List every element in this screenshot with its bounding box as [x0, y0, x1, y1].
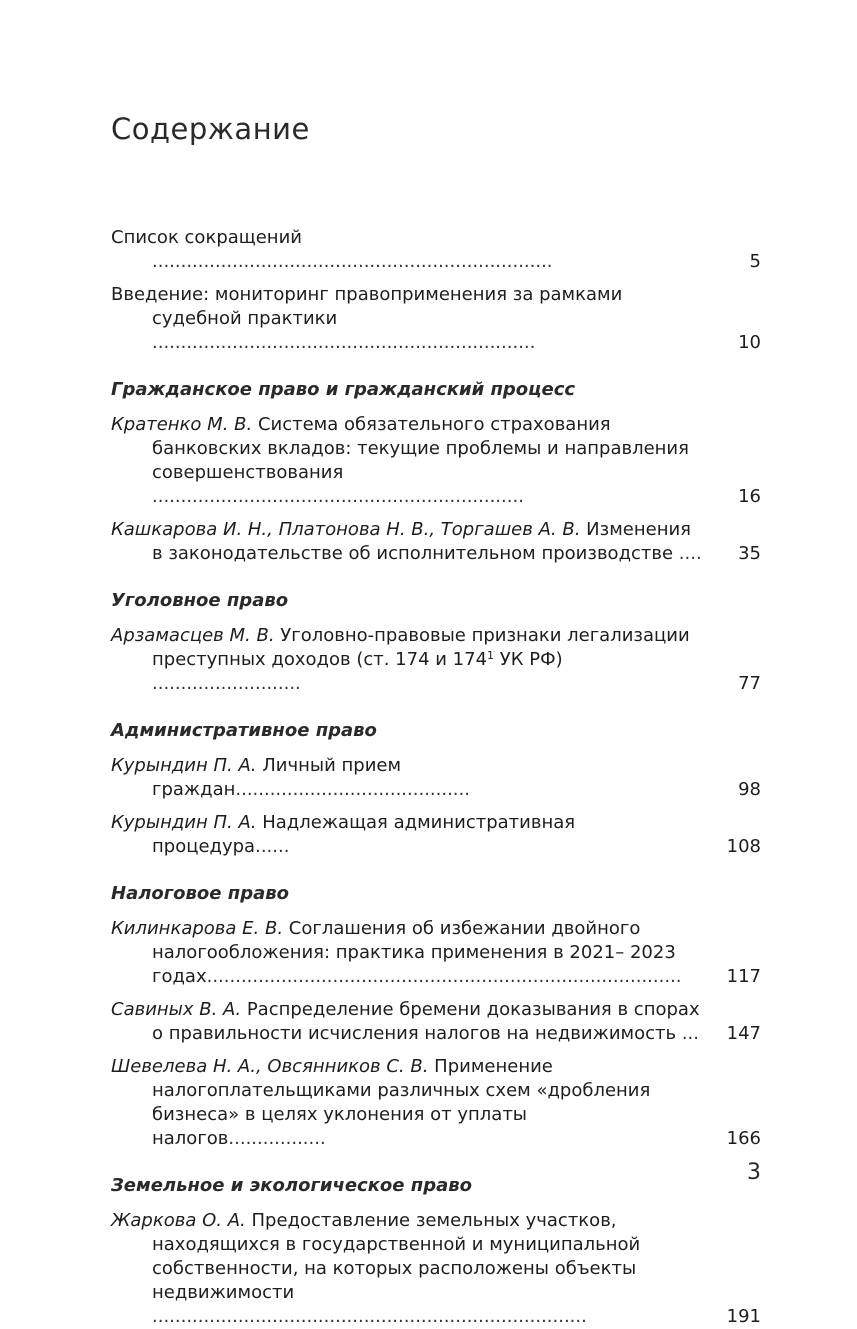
- entry-title: Распределение бремени доказывания в спорах о правильности исчисления налогов на недвижимость: [152, 999, 700, 1044]
- page-number: 5: [749, 251, 761, 272]
- entry-title: Личный прием граждан: [152, 755, 402, 800]
- entry-title-tail: УК РФ): [494, 649, 563, 670]
- leader-dots: ...: [676, 1023, 699, 1044]
- toc-entry[interactable]: [111, 754, 761, 802]
- toc-entry[interactable]: [111, 1055, 761, 1151]
- entry-title: Введение: мониторинг правоприменения за рамками судебной практики: [111, 284, 623, 329]
- toc-entry[interactable]: [111, 917, 761, 989]
- leader-dots: ...................................................................: [152, 332, 536, 353]
- page-number: 98: [738, 779, 761, 800]
- entry-title: Список сокращений: [111, 227, 302, 248]
- entry-author: Савиных В. А.: [111, 999, 242, 1020]
- entry-author: Кратенко М. В.: [111, 414, 253, 435]
- page-folio-number: 3: [747, 1160, 761, 1185]
- page-number: 16: [738, 486, 761, 507]
- table-of-contents: [111, 226, 761, 1329]
- entry-title: Изменения в законодательстве об исполнительном производстве: [152, 519, 691, 564]
- section-heading: Налоговое право: [111, 883, 289, 904]
- section-heading: Земельное и экологическое право: [111, 1175, 472, 1196]
- leader-dots: ...................................................................................: [206, 966, 682, 987]
- entry-title: Надлежащая административная процедура: [152, 812, 576, 857]
- entry-title: Предоставление земельных участков, находящихся в государственной и муниципальной собственности, на которых расположены объекты недвижимости: [152, 1210, 641, 1303]
- toc-entry[interactable]: [111, 518, 761, 566]
- entry-author: Шевелева Н. А., Овсянников С. В.: [111, 1056, 429, 1077]
- page-number: 117: [726, 966, 761, 987]
- page-number: 77: [738, 673, 761, 694]
- entry-author: Арзамасцев М. В.: [111, 625, 275, 646]
- entry-author: Килинкарова Е. В.: [111, 918, 284, 939]
- section-heading: Административное право: [111, 720, 377, 741]
- leader-dots: ..........................: [152, 673, 301, 694]
- leader-dots: ......................................................................: [152, 251, 553, 272]
- page-number: 35: [738, 543, 761, 564]
- leader-dots: .................................................................: [152, 486, 524, 507]
- toc-entry[interactable]: [111, 624, 761, 696]
- toc-entry[interactable]: [111, 811, 761, 859]
- toc-entry[interactable]: [111, 998, 761, 1046]
- toc-entry[interactable]: [111, 413, 761, 509]
- entry-title: Применение налогоплательщиками различных схем «дробления бизнеса» в целях уклонения от уплаты налогов: [152, 1056, 651, 1149]
- entry-title: Уголовно-правовые признаки легализации преступных доходов (ст. 174 и 174: [152, 625, 690, 670]
- leader-dots: ............................................................................: [152, 1306, 587, 1327]
- page-number: 166: [726, 1128, 761, 1149]
- toc-entry[interactable]: [111, 226, 761, 274]
- page-title: Содержание: [111, 112, 310, 146]
- leader-dots: .........................................: [235, 779, 470, 800]
- entry-author: Курындин П. А.: [111, 755, 257, 776]
- entry-author: Кашкарова И. Н., Платонова Н. В., Торгашев А. В.: [111, 519, 581, 540]
- entry-title: Система обязательного страхования банковских вкладов: текущие проблемы и направления совершенствования: [152, 414, 689, 483]
- page-number: 10: [738, 332, 761, 353]
- superscript: 1: [487, 649, 495, 662]
- entry-title: Соглашения об избежании двойного налогообложения: практика применения в 2021– 2023 годах: [152, 918, 676, 987]
- page-number: 108: [726, 836, 761, 857]
- toc-entry[interactable]: [111, 283, 761, 355]
- section-heading: Гражданское право и гражданский процесс: [111, 379, 576, 400]
- toc-entry[interactable]: [111, 1209, 761, 1329]
- section-heading: Уголовное право: [111, 590, 289, 611]
- entry-author: Курындин П. А.: [111, 812, 257, 833]
- leader-dots: ......: [255, 836, 290, 857]
- entry-author: Жаркова О. А.: [111, 1210, 246, 1231]
- page-number: 191: [726, 1306, 761, 1327]
- leader-dots: ....: [673, 543, 702, 564]
- leader-dots: .................: [228, 1128, 326, 1149]
- page-number: 147: [726, 1023, 761, 1044]
